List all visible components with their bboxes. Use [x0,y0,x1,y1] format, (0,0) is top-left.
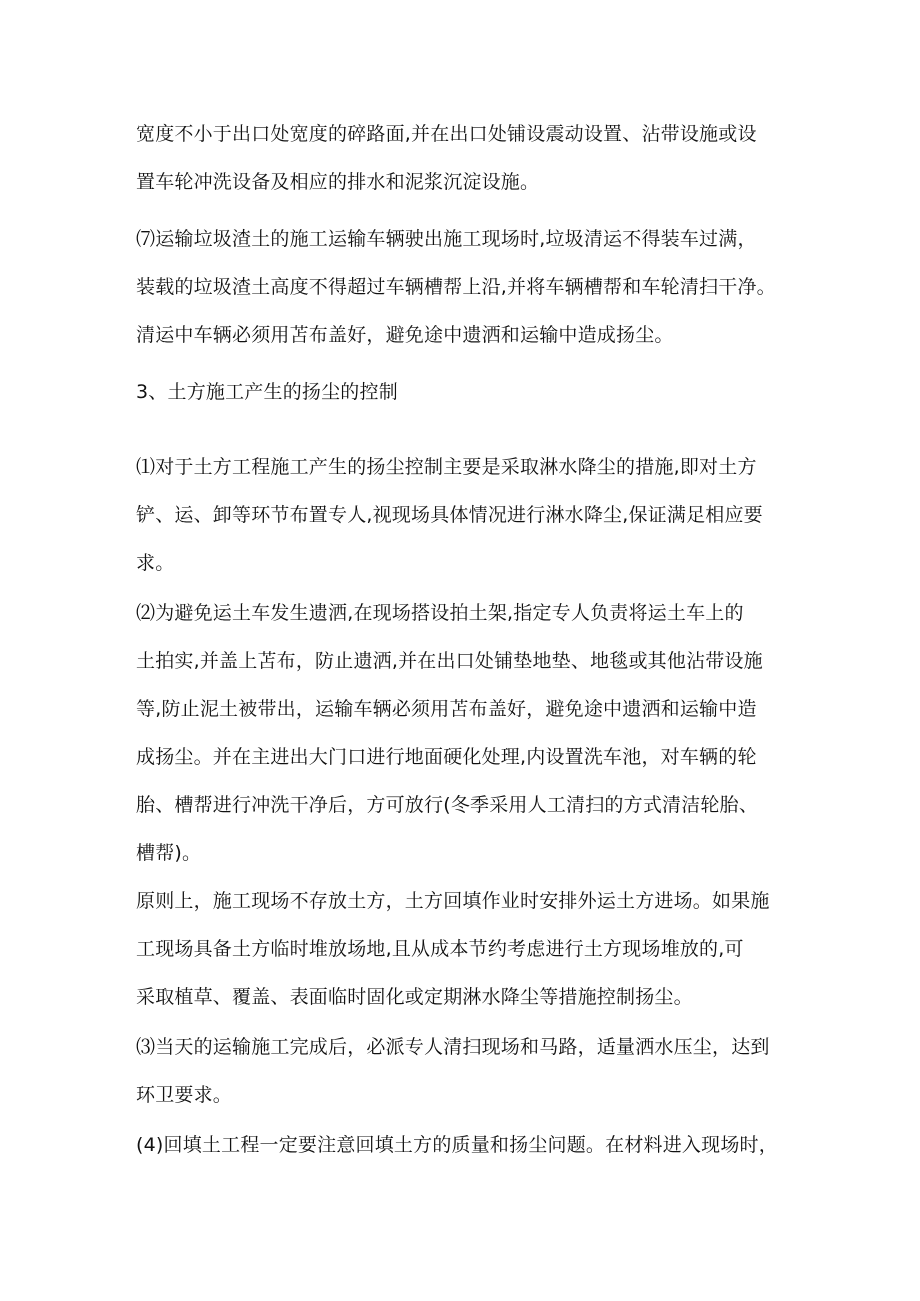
text-line: 置车轮冲洗设备及相应的排水和泥浆沉淀设施。 [136,171,540,193]
text-line: 求。 [136,552,175,574]
text-line: 铲、运、卸等环节布置专人,视现场具体情况进行淋水降尘,保证满足相应要 [136,504,763,526]
text-line: ⑵为避免运土车发生遗洒,在现场搭设拍土架,指定专人负责将运土车上的 [136,602,744,624]
text-line: 装载的垃圾渣土高度不得超过车辆槽帮上沿,并将车辆槽帮和车轮清扫干净。 [136,276,776,298]
text-line: 胎、槽帮进行冲洗干净后，方可放行(冬季采用人工清扫的方式清洁轮胎、 [136,794,759,816]
text-line: 清运中车辆必须用苫布盖好，避免途中遗洒和运输中造成扬尘。 [136,324,674,346]
text-line: (4)回填土工程一定要注意回填土方的质量和扬尘问题。在材料进入现场时， [136,1134,778,1156]
section-heading: 3、土方施工产生的扬尘的控制 [136,381,398,403]
text-line: 宽度不小于出口处宽度的碎路面,并在出口处铺设震动设置、沾带设施或设 [136,123,757,145]
text-line: ⑺运输垃圾渣土的施工运输车辆驶出施工现场时,垃圾清运不得装车过满， [136,228,757,250]
text-line: 等,防止泥土被带出，运输车辆必须用苫布盖好，避免途中遗洒和运输中造 [136,698,757,720]
text-line: 成扬尘。并在主进出大门口进行地面硬化处理,内设置洗车池，对车辆的轮 [136,746,757,768]
text-line: 工现场具备土方临时堆放场地,且从成本节约考虑进行土方现场堆放的,可 [136,938,744,960]
text-line: 环卫要求。 [136,1084,233,1106]
text-line: ⑴对于土方工程施工产生的扬尘控制主要是采取淋水降尘的措施,即对土方 [136,456,757,478]
text-line: ⑶当天的运输施工完成后，必派专人清扫现场和马路，适量洒水压尘，达到 [136,1036,770,1058]
text-line: 原则上，施工现场不存放土方，土方回填作业时安排外运土方进场。如果施 [136,890,770,912]
text-line: 采取植草、覆盖、表面临时固化或定期淋水降尘等措施控制扬尘。 [136,986,693,1008]
text-line: 槽帮)。 [136,842,202,864]
text-line: 土拍实,并盖上苫布，防止遗洒,并在出口处铺垫地垫、地毯或其他沾带设施 [136,650,763,672]
